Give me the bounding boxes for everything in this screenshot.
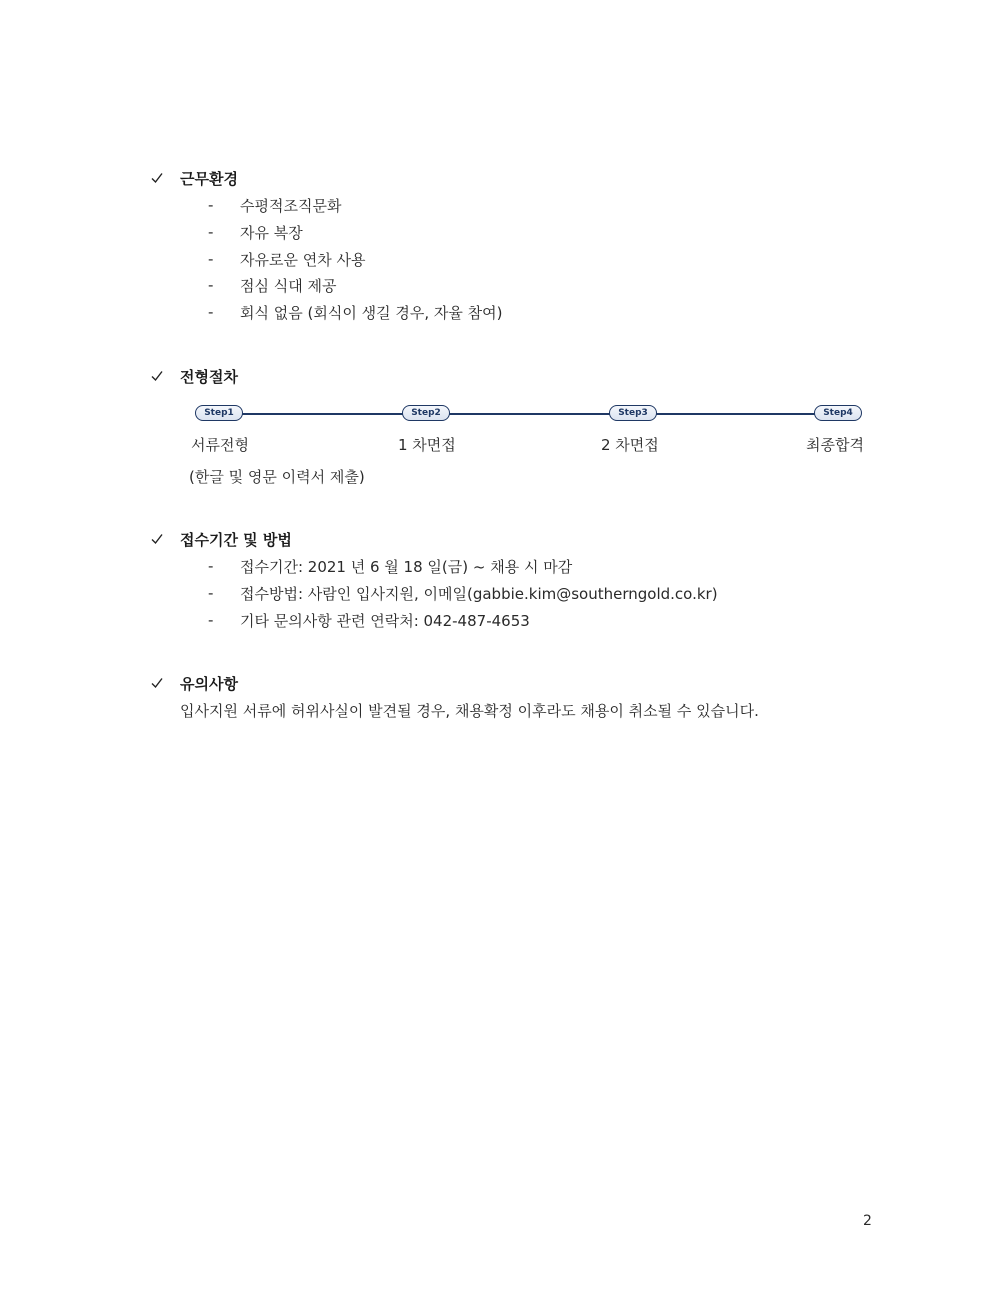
list-item <box>208 555 572 577</box>
notice-text: 입사지원 서류에 허위사실이 발견될 경우, 채용확정 이후라도 채용이 취소될 수 있습니다. <box>180 702 759 720</box>
dash-bullet: - <box>208 611 214 629</box>
section-title: 유의사항 <box>180 674 238 693</box>
section-heading-notice <box>150 672 238 694</box>
list-item <box>208 609 530 631</box>
list-item <box>208 221 303 243</box>
checkmark-icon <box>150 369 164 383</box>
checkmark-icon <box>150 532 164 546</box>
section-heading-environment <box>150 167 238 189</box>
checkmark-icon <box>150 171 164 185</box>
dash-bullet: - <box>208 276 214 294</box>
page-number: 2 <box>863 1213 872 1229</box>
step-label-4: 최종합격 <box>806 436 864 454</box>
list-item <box>208 194 341 216</box>
list-item-text: 회식 없음 (회식이 생길 경우, 자율 참여) <box>240 303 503 322</box>
step-badge-4: Step4 <box>814 405 862 421</box>
list-item <box>208 274 336 296</box>
section-heading-process <box>150 365 238 387</box>
list-item-text: 수평적조직문화 <box>240 196 342 215</box>
list-item-text: 접수기간: 2021 년 6 월 18 일(금) ~ 채용 시 마감 <box>240 557 573 576</box>
list-item <box>208 248 365 270</box>
list-item-text: 자유로운 연차 사용 <box>240 250 366 269</box>
list-item-text: 자유 복장 <box>240 223 303 242</box>
step-label-2: 1 차면접 <box>398 436 456 454</box>
timeline-connector <box>240 413 818 415</box>
step-badge-2: Step2 <box>402 405 450 421</box>
section-title: 근무환경 <box>180 169 238 188</box>
section-title: 접수기간 및 방법 <box>180 530 292 549</box>
step-badge-1: Step1 <box>195 405 243 421</box>
step-badge-3: Step3 <box>609 405 657 421</box>
list-item-text: 기타 문의사항 관련 연락처: 042-487-4653 <box>240 611 530 630</box>
list-item-text: 점심 식대 제공 <box>240 276 337 295</box>
dash-bullet: - <box>208 557 214 575</box>
step-label-3: 2 차면접 <box>601 436 659 454</box>
step-label-1: 서류전형 <box>191 436 249 454</box>
list-item-text: 접수방법: 사람인 입사지원, 이메일(gabbie.kim@southerngold.co.kr) <box>240 584 718 603</box>
dash-bullet: - <box>208 303 214 321</box>
dash-bullet: - <box>208 250 214 268</box>
section-title: 전형절차 <box>180 367 238 386</box>
section-heading-application <box>150 528 292 550</box>
checkmark-icon <box>150 676 164 690</box>
dash-bullet: - <box>208 196 214 214</box>
list-item <box>208 582 718 604</box>
dash-bullet: - <box>208 584 214 602</box>
list-item <box>208 301 502 323</box>
dash-bullet: - <box>208 223 214 241</box>
step-note: (한글 및 영문 이력서 제출) <box>189 468 365 486</box>
